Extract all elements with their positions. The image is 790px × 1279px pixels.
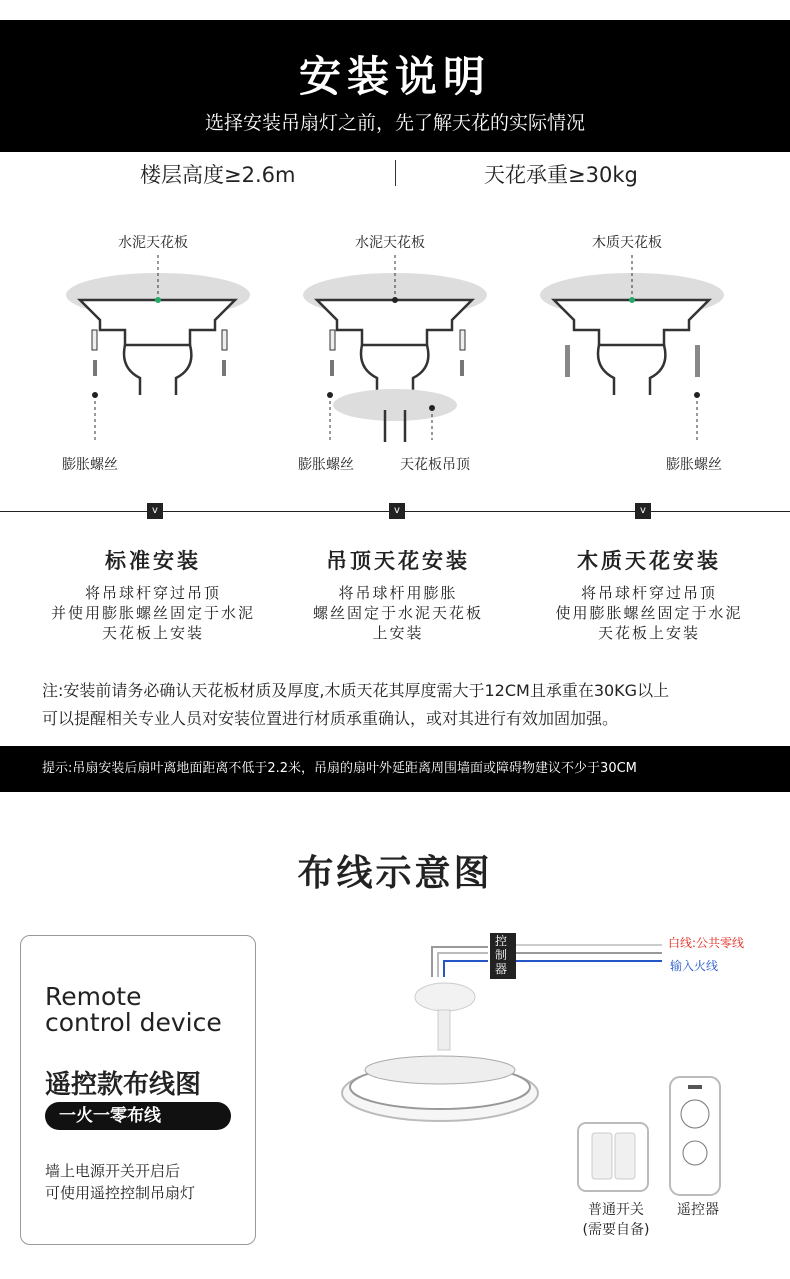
- card-chinese-title: 遥控款布线图: [45, 1070, 202, 1100]
- tip-bar: 提示:吊扇安装后扇叶离地面距离不低于2.2米，吊扇的扇叶外延距离周围墙面或障碍物建议不少于30CM: [0, 746, 790, 792]
- method-wood: [524, 545, 774, 643]
- diagram-standard: [66, 255, 250, 440]
- ceiling-load-spec: 天花承重≥30kg: [484, 163, 638, 187]
- remote-wiring-card: [20, 935, 256, 1245]
- label-expansion-screw-2: 膨胀螺丝: [298, 457, 354, 473]
- wiring-title: 布线示意图: [297, 853, 493, 894]
- method-title: 标准安装: [105, 549, 201, 573]
- remote-caption: 遥控器: [677, 1202, 719, 1218]
- method-desc: 将吊球杆穿过吊顶 并使用膨胀螺丝固定于水泥 天花板上安装: [50, 584, 255, 642]
- label-expansion-screw-3: 膨胀螺丝: [666, 457, 722, 473]
- installation-note: 注:安装前请务必确认天花板材质及厚度,木质天花其厚度需大于12CM且承重在30KG以上 可以提醒相关专业人员对安装位置进行材质承重确认，或对其进行有效加固加强。: [42, 681, 670, 728]
- diagram-suspended: [303, 255, 487, 442]
- diagram-wood: [540, 255, 724, 440]
- white-wire-label: 白线:公共零线: [668, 936, 745, 950]
- chevron-down-icon: v: [389, 503, 405, 519]
- method-suspended: [273, 545, 523, 643]
- switch-caption: 普通开关 (需要自备): [582, 1202, 650, 1238]
- label-wood-ceiling: 木质天花板: [592, 235, 662, 251]
- controller-label: 控制器: [494, 934, 507, 976]
- page-subtitle: 选择安装吊扇灯之前，先了解天花的实际情况: [204, 112, 585, 134]
- method-title: 木质天花安装: [577, 549, 721, 573]
- wiring-type-badge: 一火一零布线: [45, 1102, 231, 1130]
- wall-switch: [578, 1123, 648, 1191]
- remote-control: [670, 1077, 720, 1195]
- method-title: 吊顶天花安装: [326, 549, 470, 573]
- card-english-title: Remote control device: [45, 982, 222, 1037]
- page-title: 安装说明: [298, 52, 491, 101]
- method-desc: 将吊球杆用膨胀 螺丝固定于水泥天花板 上安装: [312, 584, 483, 642]
- input-wire-label: 输入火线: [670, 959, 719, 973]
- spec-row: [0, 154, 790, 194]
- chevron-down-icon: v: [635, 503, 651, 519]
- method-standard: [28, 545, 278, 643]
- label-concrete-ceiling-1: 水泥天花板: [118, 235, 188, 251]
- label-suspended-ceiling: 天花板吊顶: [400, 457, 470, 473]
- label-expansion-screw-1: 膨胀螺丝: [62, 457, 118, 473]
- label-concrete-ceiling-2: 水泥天花板: [355, 235, 425, 251]
- header-banner: [0, 20, 790, 152]
- floor-height-spec: 楼层高度≥2.6m: [140, 163, 296, 187]
- method-desc: 将吊球杆穿过吊顶 使用膨胀螺丝固定于水泥 天花板上安装: [555, 584, 743, 642]
- chevron-down-icon: v: [147, 503, 163, 519]
- card-description: 墙上电源开关开启后 可使用遥控控制吊扇灯: [45, 1162, 196, 1202]
- spec-divider: [395, 160, 396, 186]
